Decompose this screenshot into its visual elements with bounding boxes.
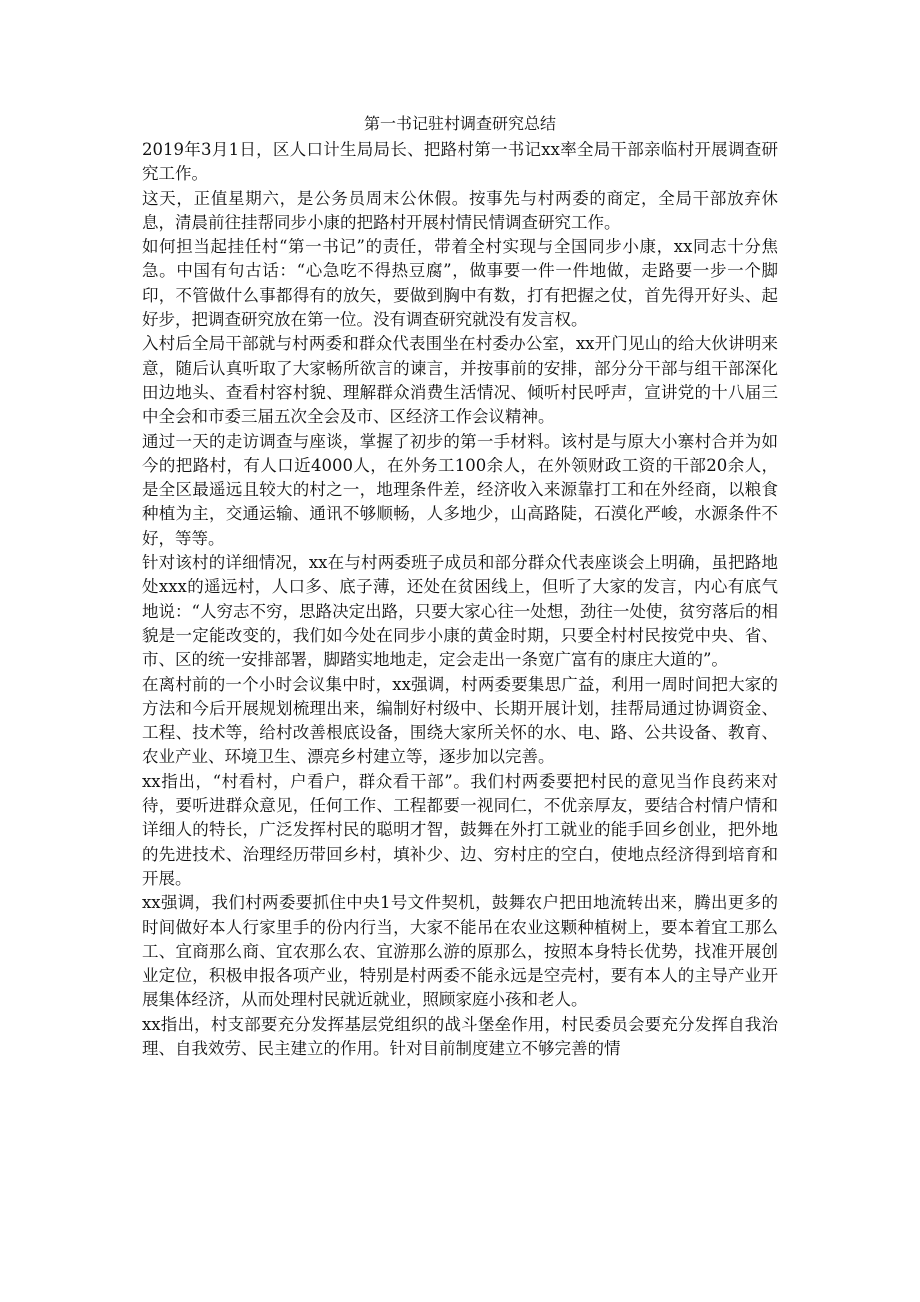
paragraph-5: 通过一天的走访调查与座谈，掌握了初步的第一手材料。该村是与原大小寨村合并为如今的把路村，有人口近4000人，在外务工100余人，在外领财政工资的干部20余人，是全区最遥远且较大的村之一，地理条件差，经济收入来源靠打工和在外经商，以粮食种植为主，交通运输、通讯不够顺畅，人多地少，山高路陡，石漠化严峻，水源条件不好，等等。 [142,431,778,548]
paragraph-8: xx指出，“村看村，户看户，群众看干部”。我们村两委要把村民的意见当作良药来对待，要听进群众意见，任何工作、工程都要一视同仁，不优亲厚友，要结合村情户情和详细人的特长，广泛发挥村民的聪明才智，鼓舞在外打工就业的能手回乡创业，把外地的先进技术、治理经历带回乡村，填补少、边、穷村庄的空白，使地点经济得到培育和开展。 [142,771,778,888]
paragraph-6: 针对该村的详细情况，xx在与村两委班子成员和部分群众代表座谈会上明确，虽把路地处xxx的遥远村，人口多、底子薄，还处在贫困线上，但听了大家的发言，内心有底气地说：“人穷志不穷，思路决定出路，只要大家心往一处想，劲往一处使，贫穷落后的相貌是一定能改变的，我们如今处在同步小康的黄金时期，只要全村村民按党中央、省、市、区的统一安排部署，脚踏实地地走，定会走出一条宽广富有的康庄大道的”。 [142,553,778,670]
paragraph-1: 2019年3月1日，区人口计生局局长、把路村第一书记xx率全局干部亲临村开展调查研究工作。 [142,140,778,184]
document-page [142,112,778,1061]
paragraph-10: xx指出，村支部要充分发挥基层党组织的战斗堡垒作用，村民委员会要充分发挥自我治理、自我效劳、民主建立的作用。针对目前制度建立不够完善的情 [142,1014,778,1058]
document-title: 第一书记驻村调查研究总结 [363,114,556,133]
paragraph-4: 入村后全局干部就与村两委和群众代表围坐在村委办公室，xx开门见山的给大伙讲明来意，随后认真听取了大家畅所欲言的谏言，并按事前的安排，部分分干部与组干部深化田边地头、查看村容村貌、理解群众消费生活情况、倾听村民呼声，宣讲党的十八届三中全会和市委三届五次全会及市、区经济工作会议精神。 [142,334,778,427]
paragraph-9: xx强调，我们村两委要抓住中央1号文件契机，鼓舞农户把田地流转出来，腾出更多的时间做好本人行家里手的份内行当，大家不能吊在农业这颗种植树上，要本着宜工那么工、宜商那么商、宜农那么农、宜游那么游的原那么，按照本身特长优势，找准开展创业定位，积极申报各项产业，特别是村两委不能永远是空壳村，要有本人的主导产业开展集体经济，从而处理村民就近就业，照顾家庭小孩和老人。 [142,893,778,1010]
paragraph-7: 在离村前的一个小时会议集中时，xx强调，村两委要集思广益，利用一周时间把大家的方法和今后开展规划梳理出来，编制好村级中、长期开展计划，挂帮局通过协调资金、工程、技术等，给村改善根底设备，围绕大家所关怀的水、电、路、公共设备、教育、农业产业、环境卫生、漂亮乡村建立等，逐步加以完善。 [142,674,778,767]
paragraph-3: 如何担当起挂任村“第一书记”的责任，带着全村实现与全国同步小康，xx同志十分焦急。中国有句古话：“心急吃不得热豆腐”，做事要一件一件地做，走路要一步一个脚印，不管做什么事都得有的放矢，要做到胸中有数，打有把握之仗，首先得开好头、起好步，把调查研究放在第一位。没有调查研究就没有发言权。 [142,237,778,330]
paragraph-2: 这天，正值星期六，是公务员周末公休假。按事先与村两委的商定，全局干部放弃休息，清晨前往挂帮同步小康的把路村开展村情民情调查研究工作。 [142,188,778,232]
